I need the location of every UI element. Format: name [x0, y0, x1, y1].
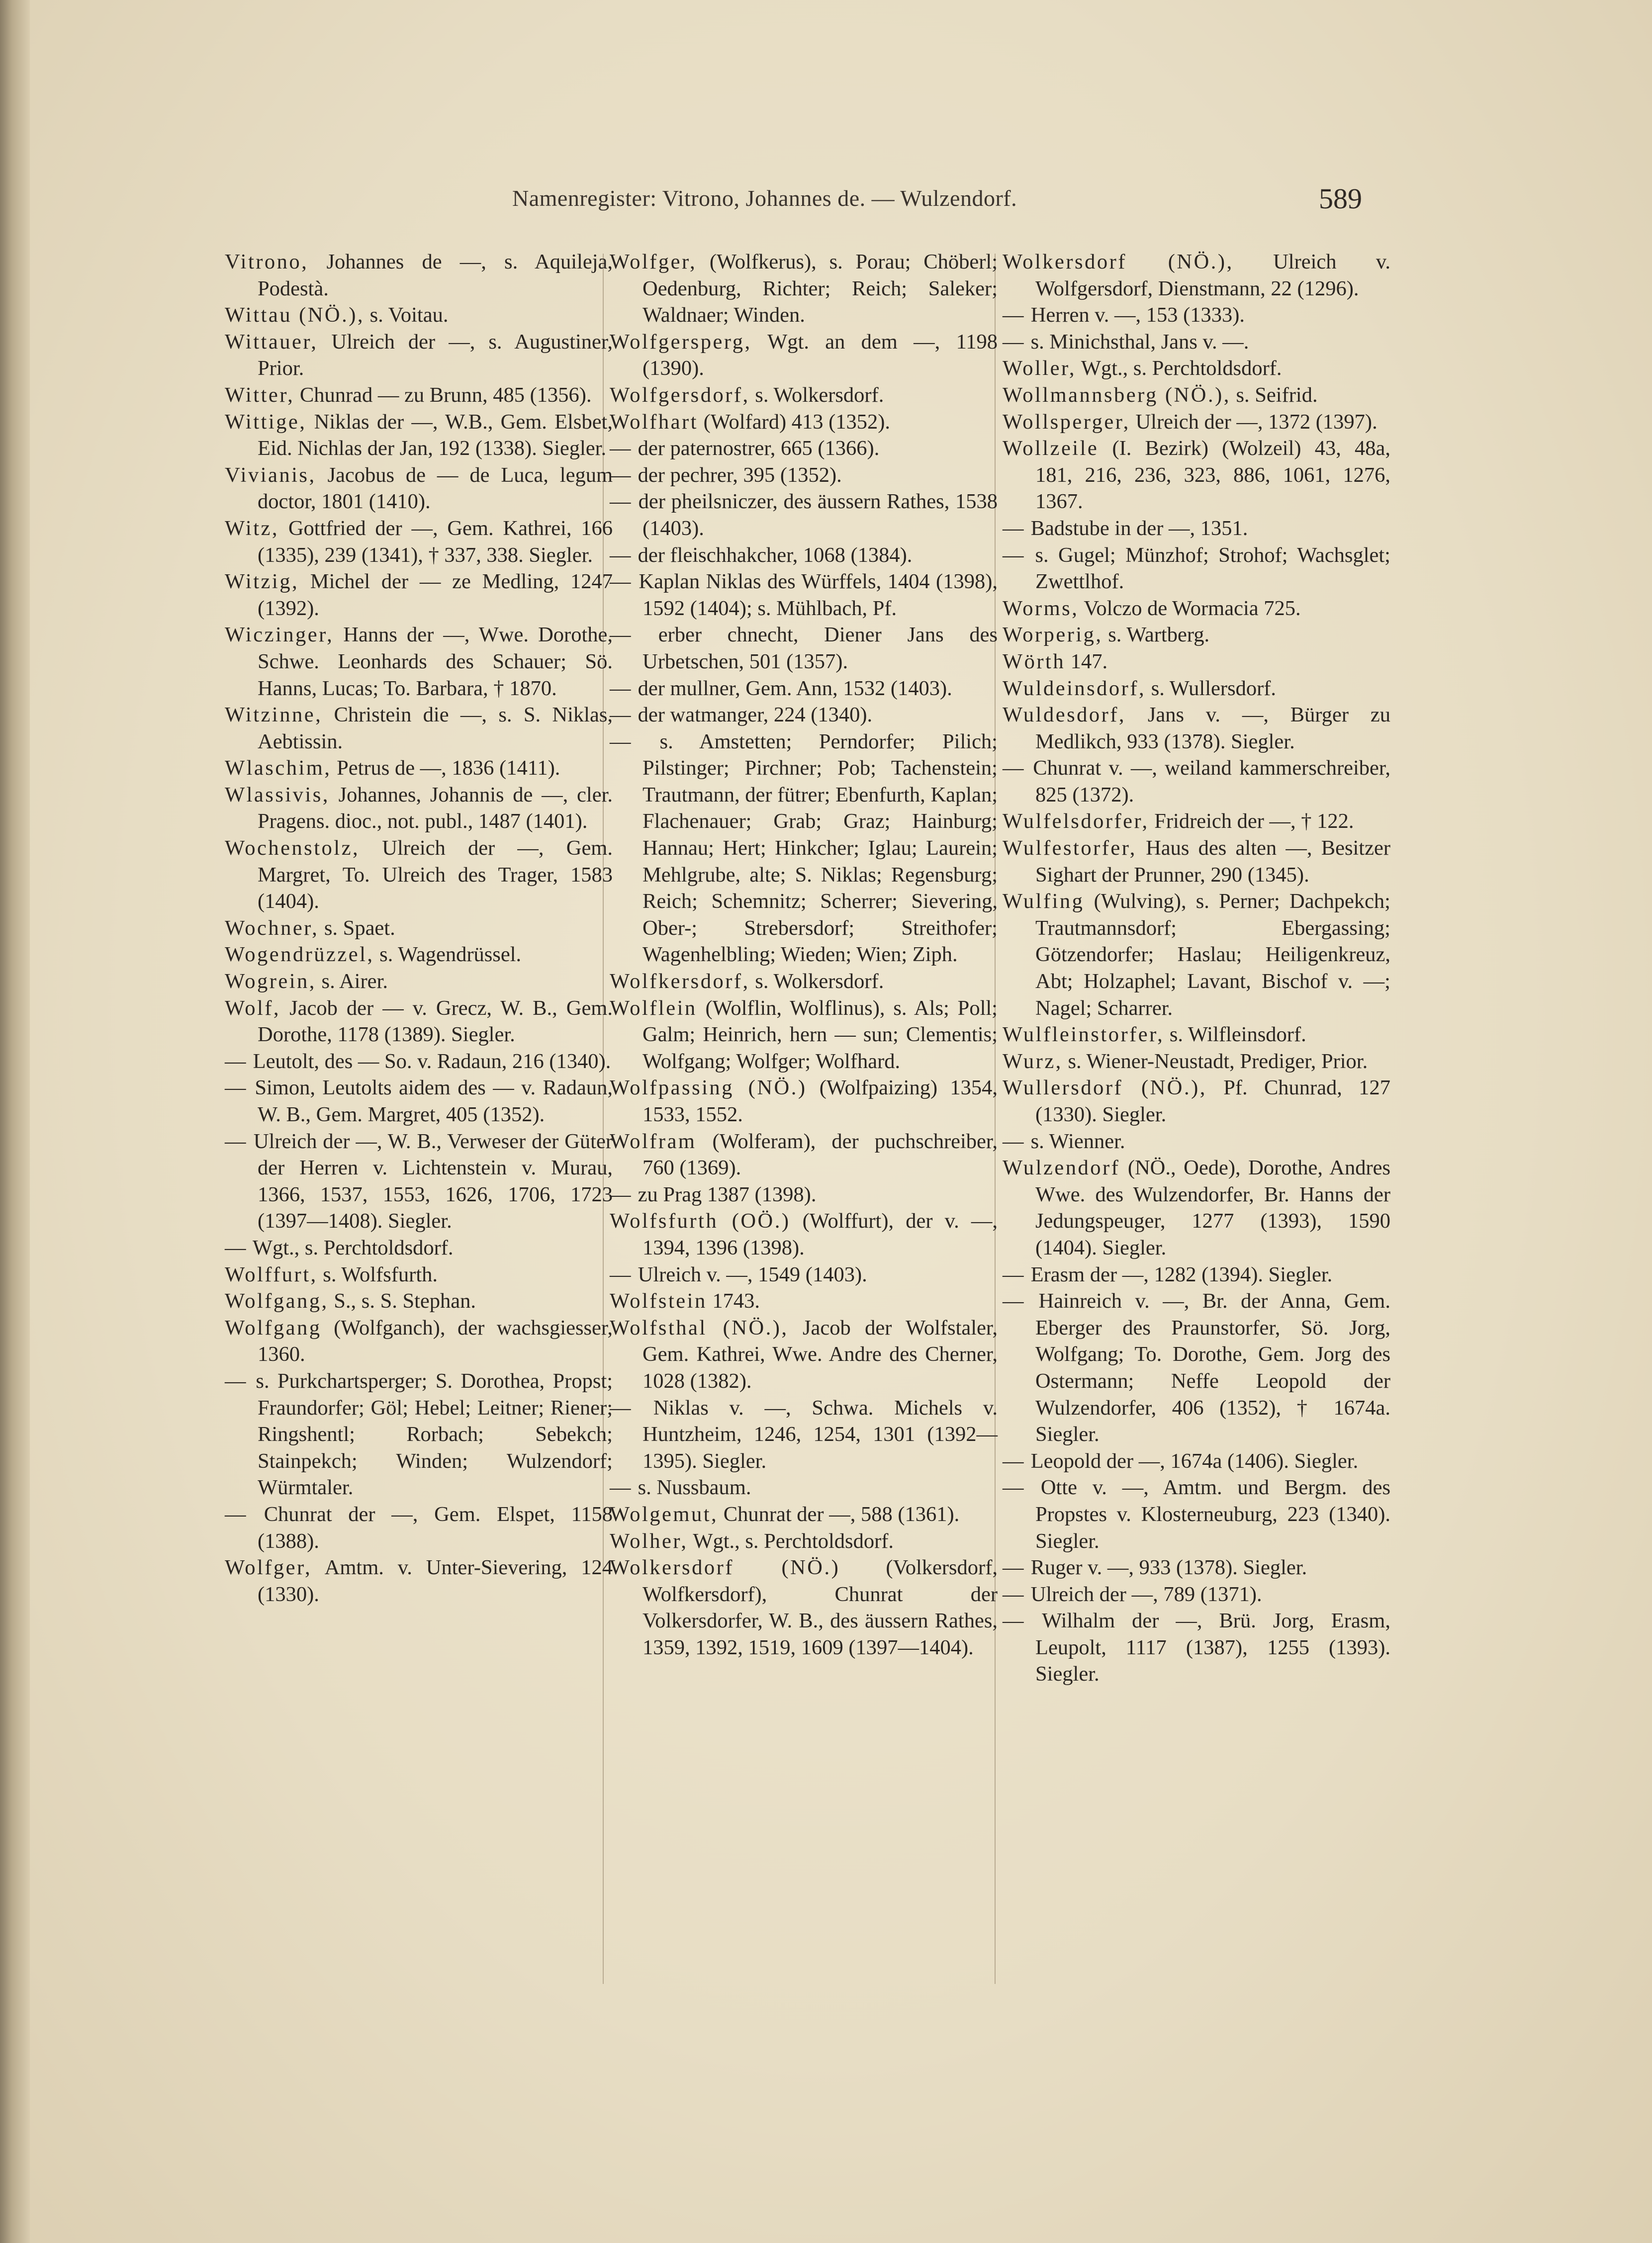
- index-entry: [225, 1235, 613, 1261]
- entry-text: Jacob der Wolfstaler, Gem. Kathrei, Wwe. Andre des Cherner, 1028 (1382).: [642, 1316, 998, 1393]
- entry-headword: Wolfram: [610, 1129, 697, 1153]
- entry-text: Hainreich v. —, Br. der Anna, Gem. Eberger des Praunstorfer, Sö. Jorg, Wolfgang; To. Dorothe, Gem. Jorg des Ostermann; Neffe Leopold der Wulzendorfer, 406 (1352), † 1674a. Siegler.: [1025, 1289, 1390, 1446]
- entry-text: Hanns der —, Wwe. Dorothe, Schwe. Leonhards des Schauer; Sö. Hanns, Lucas; To. Barbara, † 1870.: [258, 623, 613, 700]
- entry-headword: —: [610, 570, 633, 594]
- index-entry: [610, 329, 998, 382]
- entry-text: s. Gugel; Münzhof; Strohof; Wachsglet; Zwettlhof.: [1025, 543, 1390, 594]
- entry-headword: Wullersdorf (NÖ.),: [1003, 1076, 1207, 1100]
- entry-text: (Wolfard) 413 (1352).: [698, 410, 891, 434]
- index-entry: [225, 409, 613, 462]
- index-entry: [225, 568, 613, 622]
- entry-headword: Wiczinger,: [225, 623, 334, 647]
- entry-headword: Woller,: [1003, 357, 1077, 380]
- entry-text: Erasm der —, 1282 (1394). Siegler.: [1025, 1262, 1333, 1286]
- index-entry: [610, 622, 998, 675]
- entry-text: s. Wolfsfurth.: [317, 1262, 438, 1286]
- entry-headword: —: [610, 703, 633, 727]
- index-entry: [610, 728, 998, 968]
- entry-headword: —: [1003, 516, 1025, 540]
- index-entry: [1003, 1581, 1390, 1608]
- entry-text: Chunrat der —, 588 (1361).: [718, 1502, 960, 1526]
- entry-headword: Wollsperger,: [1003, 410, 1130, 434]
- entry-text: Volczo de Wormacia 725.: [1079, 596, 1301, 620]
- index-entry: [610, 462, 998, 489]
- entry-headword: —: [225, 1049, 248, 1073]
- entry-text: Kaplan Niklas des Würffels, 1404 (1398), 1592 (1404); s. Mühlbach, Pf.: [633, 570, 998, 620]
- entry-text: s. Amstetten; Perndorfer; Pilich; Pilstinger; Pirchner; Pob; Tachenstein; Trautmann, der fütrer; Ebenfurth, Kaplan; Flachenauer; Grab; Graz; Hainburg; Hannau; Hert; Hinkcher; Iglau; Laurein; Mehlgrube, alte; S. Niklas; Regensburg; Reich; Schemnitz; Scherrer; Sievering, Ober-; Strebersdorf; Streithofer; Wagenhelbling; Wieden; Wien; Ziph.: [633, 729, 998, 967]
- index-entry: [610, 968, 998, 995]
- index-entry: [1003, 249, 1390, 302]
- index-entry: [225, 1368, 613, 1501]
- entry-headword: Witter,: [225, 383, 295, 407]
- entry-text: Wgt., s. Perchtoldsdorf.: [1076, 357, 1282, 380]
- entry-headword: —: [1003, 1129, 1025, 1153]
- index-entry: [1003, 435, 1390, 515]
- entry-headword: Wittau (NÖ.),: [225, 303, 365, 327]
- entry-text: Christein die —, s. S. Niklas, Aebtissin.: [258, 703, 613, 753]
- running-header: Namenregister: Vitrono, Johannes de. — Wulzendorf.: [512, 185, 1017, 211]
- entry-headword: Wochner,: [225, 916, 319, 940]
- entry-headword: Wogrein,: [225, 970, 316, 993]
- entry-text: Pf. Chunrad, 127 (1330). Siegler.: [1035, 1076, 1390, 1126]
- entry-text: Ulreich der —, s. Augustiner, Prior.: [258, 330, 613, 380]
- entry-text: der fleischhakcher, 1068 (1384).: [633, 543, 913, 567]
- entry-text: s. Wagendrüssel.: [374, 943, 522, 967]
- index-entry: [225, 462, 613, 515]
- entry-headword: —: [225, 1129, 248, 1153]
- entry-text: s. Airer.: [316, 970, 388, 993]
- index-column-2: [610, 249, 998, 1661]
- entry-text: s. Wullersdorf.: [1146, 676, 1277, 700]
- entry-headword: —: [225, 1076, 248, 1100]
- entry-text: Badstube in der —, 1351.: [1025, 516, 1248, 540]
- entry-text: Gottfried der —, Gem. Kathrei, 166 (1335), 239 (1341), † 337, 338. Siegler.: [258, 516, 613, 567]
- entry-text: Ulreich der —, W. B., Verweser der Güter der Herren v. Lichtenstein v. Murau, 1366, 1537, 1553, 1626, 1706, 1723 (1397—1408). Siegler.: [248, 1129, 613, 1233]
- index-entry: [1003, 595, 1390, 622]
- index-entry: [225, 968, 613, 995]
- entry-text: der pechrer, 395 (1352).: [633, 463, 842, 487]
- index-entry: [1003, 409, 1390, 436]
- entry-text: Haus des alten —, Besitzer Sighart der Prunner, 290 (1345).: [1035, 836, 1390, 887]
- index-entry: [1003, 648, 1390, 675]
- index-entry: [1003, 1155, 1390, 1261]
- index-entry: [1003, 675, 1390, 702]
- entry-text: der watmanger, 224 (1340).: [633, 703, 873, 727]
- index-entry: [610, 488, 998, 541]
- entry-headword: Wolfgersperg,: [610, 330, 752, 354]
- entry-text: (Wolfpaizing) 1354, 1533, 1552.: [642, 1076, 998, 1126]
- entry-text: Ulreich v. —, 1549 (1403).: [633, 1262, 867, 1286]
- index-entry: [1003, 835, 1390, 888]
- entry-text: (Wolfganch), der wachsgiesser, 1360.: [258, 1316, 613, 1366]
- entry-headword: Worms,: [1003, 596, 1079, 620]
- entry-text: Jans v. —, Bürger zu Medlikch, 933 (1378). Siegler.: [1035, 703, 1390, 753]
- entry-text: (Wolffurt), der v. —, 1394, 1396 (1398).: [642, 1209, 998, 1259]
- entry-headword: Witzig,: [225, 570, 299, 594]
- index-entry: [225, 941, 613, 968]
- index-entry: [1003, 755, 1390, 808]
- entry-headword: Witz,: [225, 516, 279, 540]
- index-entry: [225, 1315, 613, 1368]
- index-entry: [610, 1315, 998, 1395]
- index-entry: [1003, 622, 1390, 648]
- entry-text: Leutolt, des — So. v. Radaun, 216 (1340).: [248, 1049, 611, 1073]
- index-entry: [1003, 1608, 1390, 1688]
- entry-headword: Wogendrüzzel,: [225, 943, 374, 967]
- entry-headword: —: [610, 1476, 633, 1500]
- index-entry: [225, 995, 613, 1048]
- entry-headword: Wolher,: [610, 1529, 688, 1553]
- entry-headword: Wulfleinstorfer,: [1003, 1023, 1165, 1047]
- entry-headword: Vivianis,: [225, 463, 316, 487]
- entry-headword: Wolfger,: [610, 250, 697, 273]
- index-entry: [225, 329, 613, 382]
- index-entry: [610, 1075, 998, 1128]
- index-entry: [610, 1395, 998, 1475]
- index-entry: [1003, 1075, 1390, 1128]
- entry-headword: Wolf,: [225, 996, 281, 1020]
- entry-text: s. Wolkersdorf.: [749, 383, 884, 407]
- entry-text: Jacobus de — de Luca, legum doctor, 1801 (1410).: [258, 463, 613, 514]
- entry-headword: Wolfsfurth (OÖ.): [610, 1209, 791, 1233]
- entry-headword: Wittige,: [225, 410, 307, 434]
- entry-headword: Wuldeinsdorf,: [1003, 676, 1146, 700]
- entry-text: s. Purkchartsperger; S. Dorothea, Propst; Fraundorfer; Göl; Hebel; Leitner; Riener; Ringshentl; Rorbach; Sebekch; Stainpekch; Winden; Wulzendorf; Würmtaler.: [248, 1369, 613, 1500]
- entry-text: Leopold der —, 1674a (1406). Siegler.: [1025, 1449, 1359, 1473]
- entry-headword: —: [1003, 330, 1025, 354]
- entry-headword: —: [610, 437, 633, 460]
- index-entry: [1003, 302, 1390, 329]
- index-column-1: [225, 249, 613, 1608]
- entry-text: (I. Bezirk) (Wolzeil) 43, 48a, 181, 216, 236, 323, 886, 1061, 1276, 1367.: [1035, 437, 1390, 514]
- entry-text: s. Spaet.: [319, 916, 395, 940]
- entry-headword: Wolfstein: [610, 1289, 707, 1313]
- entry-text: Wgt., s. Perchtoldsdorf.: [248, 1236, 454, 1259]
- index-entry: [1003, 888, 1390, 1021]
- index-entry: [610, 542, 998, 569]
- entry-text: s. Wartberg.: [1102, 623, 1210, 647]
- entry-text: Simon, Leutolts aidem des — v. Radaun, W. B., Gem. Margret, 405 (1352).: [248, 1076, 613, 1126]
- book-binding-edge: [0, 0, 30, 2243]
- entry-text: s. Voitau.: [365, 303, 449, 327]
- entry-text: (Volkersdorf, Wolfkersdorf), Chunrat der Volkersdorfer, W. B., des äussern Rathes, 1359, 1392, 1519, 1609 (1397—1404).: [642, 1556, 998, 1659]
- entry-headword: —: [225, 1369, 248, 1393]
- index-entry: [225, 1075, 613, 1128]
- index-entry: [1003, 515, 1390, 542]
- entry-headword: —: [610, 729, 633, 753]
- entry-text: s. Minichsthal, Jans v. —.: [1025, 330, 1249, 354]
- index-entry: [1003, 1261, 1390, 1288]
- index-entry: [610, 1288, 998, 1315]
- index-entry: [610, 1528, 998, 1555]
- entry-headword: —: [610, 676, 633, 700]
- index-entry: [610, 409, 998, 436]
- index-entry: [1003, 702, 1390, 755]
- index-entry: [1003, 355, 1390, 382]
- entry-headword: —: [225, 1502, 248, 1526]
- entry-text: der pheilsniczer, des äussern Rathes, 1538 (1403).: [633, 490, 998, 540]
- index-entry: [225, 249, 613, 302]
- entry-headword: Wlassivis,: [225, 783, 330, 807]
- entry-text: Michel der — ze Medling, 1247 (1392).: [258, 570, 613, 620]
- entry-headword: Wolkersdorf (NÖ.),: [1003, 250, 1234, 273]
- entry-text: erber chnecht, Diener Jans des Urbetschen, 501 (1357).: [633, 623, 998, 673]
- index-entry: [225, 1048, 613, 1075]
- entry-headword: —: [610, 463, 633, 487]
- entry-headword: —: [1003, 756, 1025, 780]
- entry-text: Wgt., s. Perchtoldsdorf.: [688, 1529, 894, 1553]
- index-entry: [610, 249, 998, 329]
- index-entry: [610, 1208, 998, 1261]
- entry-text: Ruger v. —, 933 (1378). Siegler.: [1025, 1556, 1307, 1580]
- entry-headword: Wolfkersdorf,: [610, 970, 750, 993]
- entry-text: Ulreich der —, 789 (1371).: [1025, 1582, 1262, 1606]
- entry-headword: Wuldesdorf,: [1003, 703, 1126, 727]
- index-entry: [225, 382, 613, 409]
- index-entry: [1003, 1128, 1390, 1155]
- entry-text: s. Nussbaum.: [633, 1476, 751, 1500]
- entry-headword: Wurz,: [1003, 1049, 1063, 1073]
- entry-headword: Wolgemut,: [610, 1502, 719, 1526]
- entry-headword: Wolfpassing (NÖ.): [610, 1076, 807, 1100]
- index-entry: [610, 702, 998, 728]
- entry-headword: Wolffurt,: [225, 1262, 318, 1286]
- entry-text: Wgt. an dem —, 1198 (1390).: [642, 330, 998, 380]
- index-entry: [1003, 1021, 1390, 1048]
- entry-headword: Vitrono,: [225, 250, 309, 273]
- index-entry: [1003, 1474, 1390, 1554]
- index-entry: [1003, 542, 1390, 595]
- entry-text: Fridreich der —, † 122.: [1149, 809, 1354, 833]
- index-entry: [610, 1554, 998, 1661]
- entry-headword: —: [1003, 543, 1025, 567]
- entry-headword: —: [610, 543, 633, 567]
- entry-text: zu Prag 1387 (1398).: [633, 1182, 817, 1206]
- index-entry: [225, 835, 613, 915]
- index-entry: [610, 382, 998, 409]
- entry-headword: —: [1003, 1582, 1025, 1606]
- index-entry: [1003, 382, 1390, 409]
- entry-headword: Wolflein: [610, 996, 697, 1020]
- index-entry: [610, 1181, 998, 1208]
- index-entry: [225, 702, 613, 755]
- entry-text: Chunrad — zu Brunn, 485 (1356).: [294, 383, 592, 407]
- entry-headword: Wulzendorf: [1003, 1156, 1120, 1180]
- page-number: 589: [1319, 182, 1362, 215]
- entry-headword: Wochenstolz,: [225, 836, 360, 860]
- entry-text: Ulreich der —, Gem. Margret, To. Ulreich des Trager, 1583 (1404).: [258, 836, 613, 913]
- index-entry: [1003, 1288, 1390, 1448]
- entry-text: Ulreich der —, 1372 (1397).: [1130, 410, 1377, 434]
- index-entry: [610, 995, 998, 1075]
- index-entry: [225, 302, 613, 329]
- entry-text: Amtm. v. Unter-Sievering, 124 (1330).: [258, 1556, 613, 1606]
- entry-headword: —: [1003, 1556, 1025, 1580]
- entry-headword: Worperig,: [1003, 623, 1103, 647]
- entry-text: Chunrat v. —, weiland kammerschreiber, 825 (1372).: [1025, 756, 1390, 807]
- entry-headword: Wulfelsdorfer,: [1003, 809, 1149, 833]
- entry-text: Johannes de —, s. Aquileja, Podestà.: [258, 250, 613, 300]
- entry-headword: —: [1003, 1476, 1025, 1500]
- entry-text: 147.: [1065, 649, 1108, 673]
- entry-text: Herren v. —, 153 (1333).: [1025, 303, 1245, 327]
- entry-text: s. Wiener-Neustadt, Prediger, Prior.: [1062, 1049, 1368, 1073]
- entry-text: S., s. S. Stephan.: [328, 1289, 476, 1313]
- entry-headword: —: [1003, 303, 1025, 327]
- entry-text: 1743.: [707, 1289, 760, 1313]
- entry-text: s. Wolkersdorf.: [749, 970, 884, 993]
- entry-text: Niklas der —, W.B., Gem. Elsbet, Eid. Nichlas der Jan, 192 (1338). Siegler.: [258, 410, 613, 460]
- entry-headword: —: [610, 623, 633, 647]
- index-entry: [610, 1501, 998, 1528]
- index-entry: [225, 782, 613, 835]
- entry-headword: Wolkersdorf (NÖ.): [610, 1556, 840, 1580]
- index-entry: [225, 755, 613, 782]
- entry-text: (Wulving), s. Perner; Dachpekch; Trautmannsdorf; Ebergassing; Götzendorfer; Haslau; Heiligenkreuz, Abt; Holzaphel; Lavant, Bischof v. —; Nagel; Scharrer.: [1035, 890, 1390, 1020]
- entry-text: Chunrat der —, Gem. Elspet, 1158 (1388).: [248, 1502, 613, 1553]
- entry-headword: Witzinne,: [225, 703, 323, 727]
- entry-text: Wilhalm der —, Brü. Jorg, Erasm, Leupolt, 1117 (1387), 1255 (1393). Siegler.: [1025, 1609, 1390, 1686]
- index-entry: [225, 1288, 613, 1315]
- entry-text: (NÖ., Oede), Dorothe, Andres Wwe. des Wulzendorfer, Br. Hanns der Jedungspeuger, 1277 (1393), 1590 (1404). Siegler.: [1035, 1156, 1390, 1259]
- entry-text: s. Seifrid.: [1230, 383, 1318, 407]
- entry-text: der paternostrer, 665 (1366).: [633, 437, 880, 460]
- entry-text: Petrus de —, 1836 (1411).: [331, 756, 560, 780]
- entry-headword: Wollmannsberg (NÖ.),: [1003, 383, 1231, 407]
- entry-headword: Wolfgang,: [225, 1289, 329, 1313]
- index-entry: [610, 568, 998, 622]
- entry-headword: —: [1003, 1449, 1025, 1473]
- entry-text: Johannes, Johannis de —, cler. Pragens. dioc., not. publ., 1487 (1401).: [258, 783, 613, 833]
- index-entry: [610, 1474, 998, 1501]
- entry-headword: —: [1003, 1289, 1025, 1313]
- entry-headword: Wulfestorfer,: [1003, 836, 1137, 860]
- entry-headword: —: [225, 1236, 248, 1259]
- entry-text: (Wolflin, Wolflinus), s. Als; Poll; Galm; Heinrich, hern — sun; Clementis; Wolfgang; Wolfger; Wolfhard.: [642, 996, 998, 1073]
- index-column-3: [1003, 249, 1390, 1688]
- entry-headword: —: [610, 1182, 633, 1206]
- index-entry: [225, 622, 613, 702]
- entry-text: (Wolfkerus), s. Porau; Chöberl; Oedenburg, Richter; Reich; Saleker; Waldnaer; Winden.: [642, 250, 998, 327]
- index-entry: [225, 1261, 613, 1288]
- entry-text: der mullner, Gem. Ann, 1532 (1403).: [633, 676, 952, 700]
- entry-text: Ulreich v. Wolfgersdorf, Dienstmann, 22 (1296).: [1035, 250, 1390, 300]
- index-entry: [610, 675, 998, 702]
- entry-headword: Wolfsthal (NÖ.),: [610, 1316, 789, 1340]
- entry-headword: —: [1003, 1609, 1025, 1633]
- entry-headword: Wulfing: [1003, 890, 1085, 913]
- entry-headword: Wörth: [1003, 649, 1066, 673]
- index-entry: [1003, 1554, 1390, 1581]
- entry-text: s. Wienner.: [1025, 1129, 1125, 1153]
- entry-headword: Wittauer,: [225, 330, 318, 354]
- entry-headword: —: [1003, 1262, 1025, 1286]
- index-entry: [610, 1128, 998, 1181]
- entry-headword: —: [610, 490, 633, 514]
- index-entry: [610, 435, 998, 462]
- entry-headword: —: [610, 1262, 633, 1286]
- index-entry: [225, 1501, 613, 1554]
- index-entry: [1003, 329, 1390, 356]
- index-entry: [610, 1261, 998, 1288]
- index-entry: [1003, 1048, 1390, 1075]
- entry-headword: —: [610, 1396, 633, 1420]
- index-entry: [225, 1554, 613, 1608]
- entry-text: s. Wilfleinsdorf.: [1164, 1023, 1306, 1047]
- entry-text: Jacob der — v. Grecz, W. B., Gem. Dorothe, 1178 (1389). Siegler.: [258, 996, 613, 1047]
- entry-headword: Wollzeile: [1003, 437, 1099, 460]
- index-entry: [1003, 808, 1390, 835]
- entry-headword: Wolfgang: [225, 1316, 322, 1340]
- index-entry: [1003, 1448, 1390, 1475]
- entry-headword: Wolfhart: [610, 410, 698, 434]
- entry-headword: Wolfgersdorf,: [610, 383, 750, 407]
- entry-headword: Wlaschim,: [225, 756, 332, 780]
- entry-text: Otte v. —, Amtm. und Bergm. des Propstes v. Klosterneuburg, 223 (1340). Siegler.: [1025, 1476, 1390, 1553]
- index-entry: [225, 515, 613, 568]
- entry-headword: Wolfger,: [225, 1556, 312, 1580]
- index-entry: [225, 1128, 613, 1235]
- entry-text: (Wolferam), der puchschreiber, 760 (1369).: [642, 1129, 998, 1180]
- entry-text: Niklas v. —, Schwa. Michels v. Huntzheim, 1246, 1254, 1301 (1392—1395). Siegler.: [633, 1396, 998, 1473]
- index-entry: [225, 915, 613, 942]
